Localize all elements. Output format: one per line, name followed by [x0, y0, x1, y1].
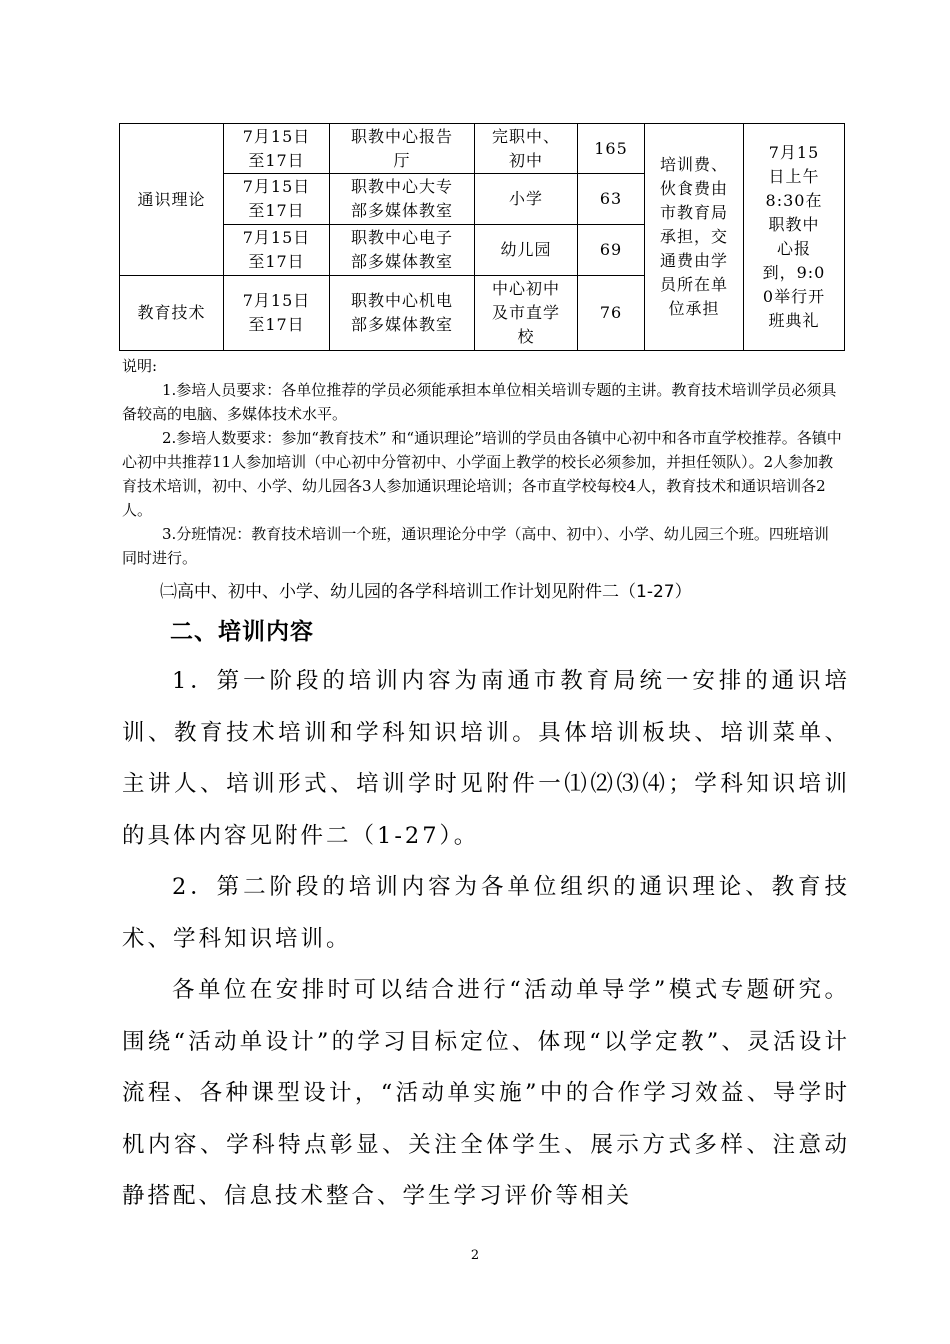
note-item: 1.参培人员要求：各单位推荐的学员必须能承担本单位相关培训专题的主讲。教育技术培训学员必须具备较高的电脑、多媒体技术水平。	[122, 381, 837, 423]
fee-note-cell: 培训费、 伙食费由 市教育局 承担，交 通费由学 员所在单 位承担	[645, 124, 744, 351]
notes-title: 说明:	[122, 357, 158, 375]
place-cell: 职教中心报告 厅	[330, 124, 475, 174]
target-cell: 完职中、 初中	[475, 124, 578, 174]
page-number: 2	[470, 1248, 480, 1263]
paragraph	[122, 965, 850, 1223]
date-cell: 7月15日 至17日	[224, 124, 330, 174]
place-cell: 职教中心电子 部多媒体教室	[330, 225, 475, 276]
paragraph-text: 各单位在安排时可以结合进行“活动单导学”模式专题研究。围绕“活动单设计”的学习目标定位、体现“以学定教”、灵活设计流程、各种课型设计，“活动单实施”中的合作学习效益、导学时机内容、学科特点彰显、关注全体学生、展示方式多样、注意动静搭配、信息技术整合、学生学习评价等相关	[122, 977, 850, 1209]
count-cell: 165	[578, 124, 645, 174]
subject-plan-subheading: ㈡高中、初中、小学、幼儿园的各学科培训工作计划见附件二（1-27）	[160, 582, 692, 602]
date-cell: 7月15日 至17日	[224, 276, 330, 351]
target-cell: 幼儿园	[475, 225, 578, 276]
place-cell: 职教中心大专 部多媒体教室	[330, 174, 475, 225]
date-cell: 7月15日 至17日	[224, 174, 330, 225]
paragraph	[122, 656, 850, 862]
count-cell: 69	[578, 225, 645, 276]
paragraph-text: 1．第一阶段的培训内容为南通市教育局统一安排的通识培训、教育技术培训和学科知识培训。具体培训板块、培训菜单、主讲人、培训形式、培训学时见附件一⑴⑵⑶⑷；学科知识培训的具体内容见附件二（1-27）。	[122, 668, 850, 849]
target-cell: 中心初中 及市直学 校	[475, 276, 578, 351]
category-cell-tech: 教育技术	[120, 276, 224, 351]
paragraph-text: 2．第二阶段的培训内容为各单位组织的通识理论、教育技术、学科知识培训。	[122, 874, 850, 952]
time-note-cell: 7月15 日上午 8:30在 职教中 心报 到，9:0 0举行开 班典礼	[744, 124, 845, 351]
count-cell: 63	[578, 174, 645, 225]
date-cell: 7月15日 至17日	[224, 225, 330, 276]
target-cell: 小学	[475, 174, 578, 225]
note-item: 2.参培人数要求：参加“教育技术” 和“通识理论”培训的学员由各镇中心初中和各市直学校推荐。各镇中心初中共推荐11人参加培训（中心初中分管初中、小学面上教学的校长必须参加，并担任领队）。2人参加教育技术培训，初中、小学、幼儿园各3人参加通识理论培训；各市直学校每校4人，教育技术和通识培训各2人。	[122, 429, 842, 519]
paragraph	[122, 862, 850, 965]
count-cell: 76	[578, 276, 645, 351]
notes-section	[122, 354, 842, 570]
category-cell-general: 通识理论	[120, 124, 224, 276]
place-cell: 职教中心机电 部多媒体教室	[330, 276, 475, 351]
section-title: 二、培训内容	[170, 619, 314, 645]
training-schedule-table	[119, 123, 845, 351]
note-item: 3.分班情况：教育技术培训一个班，通识理论分中学（高中、初中）、小学、幼儿园三个班。四班培训同时进行。	[122, 525, 829, 567]
